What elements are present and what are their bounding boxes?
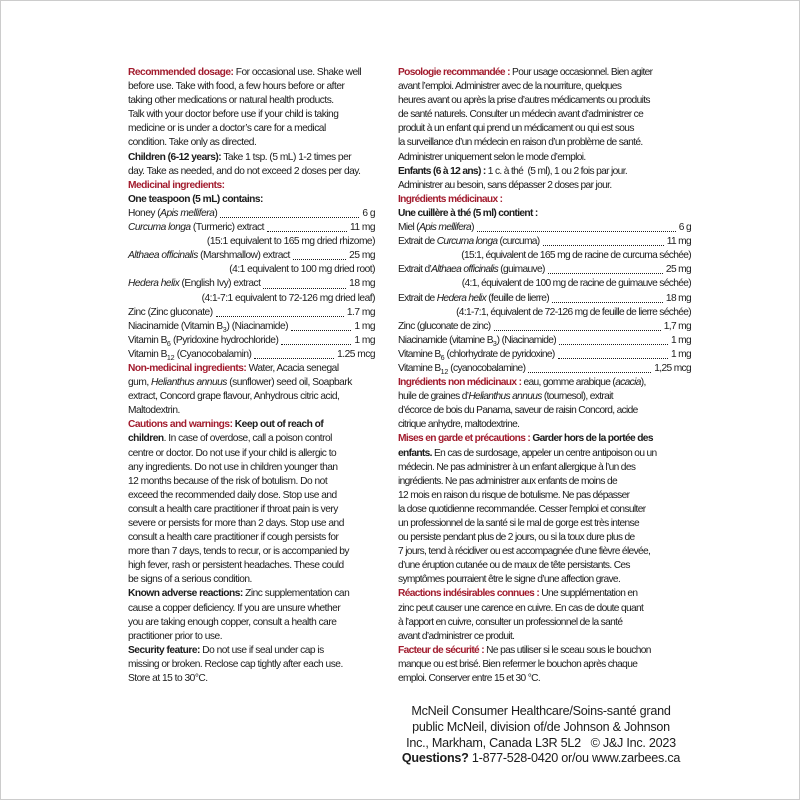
text-line [128, 66, 375, 80]
english-column [128, 66, 375, 686]
line-text: Honey (Apis mellifera) [128, 207, 218, 219]
line-text: (15:1 equivalent to 165 mg dried rhizome) [206, 236, 375, 248]
line-text: 12 mois en raison du risque de botulisme. Ne pas dépasser [398, 489, 630, 501]
line-text: la surveillance d’un médecin en raison d’un problème de santé. [398, 137, 643, 149]
ingredient-amount: 6 g [678, 222, 691, 234]
text-line [128, 376, 375, 390]
line-text: day. Take as needed, and do not exceed 2 doses per day. [128, 165, 361, 177]
line-text: (4:1-7:1 equivalent to 72-126 mg dried leaf) [201, 292, 375, 304]
ingredient-amount: 25 mg [349, 250, 375, 262]
dotted-leader [217, 207, 362, 221]
text-line [398, 94, 691, 108]
line-text: McNeil Consumer Healthcare/Soins-santé grand [411, 704, 671, 718]
ingredient-line [128, 320, 375, 334]
line-text: Une cuillère à thé (5 ml) contient : [398, 207, 538, 219]
dotted-leader [549, 292, 666, 306]
line-text: manque ou est brisé. Bien refermer le bouchon après chaque [398, 658, 638, 670]
dotted-leader [264, 221, 350, 235]
text-line [128, 432, 375, 446]
dotted-leader [474, 221, 679, 235]
line-text: Store at 15 to 30°C. [128, 673, 208, 685]
line-text: Réactions indésirables connues : Une supplémentation en [398, 588, 638, 600]
text-line [128, 447, 375, 461]
ingredient-line [398, 235, 691, 249]
text-line [398, 249, 691, 263]
line-text: Niacinamide (Vitamin $B_3$) (Niacinamide) [128, 320, 289, 334]
line-text: Talk with your doctor before use if your child is taking [128, 109, 339, 121]
text-line [391, 751, 691, 767]
line-text: you are taking enough copper, consult a health care [128, 616, 337, 628]
line-text: la dose quotidienne recommandée. Cesser l’emploi et consulter [398, 503, 646, 515]
text-line [398, 545, 691, 559]
line-text: gum, Helianthus annuus (sunflower) seed oil, Soapbark [128, 377, 352, 389]
ingredient-line [398, 362, 691, 376]
line-text: medicine or is under a doctor’s care for a medical [128, 123, 326, 135]
line-text: Posologie recommandée : Pour usage occasionnel. Bien agiter [398, 67, 653, 78]
ingredient-line [398, 263, 691, 277]
text-line [128, 573, 375, 587]
line-text: Children (6-12 years): Take 1 tsp. (5 mL) 1-2 times per [128, 151, 352, 163]
text-line [398, 658, 691, 672]
text-line [398, 151, 691, 165]
line-text: condition. Take only as directed. [128, 137, 257, 149]
ingredient-amount: 1 mg [670, 348, 691, 360]
ingredient-line [398, 320, 691, 334]
text-line [128, 602, 375, 616]
line-text: Recommended dosage: For occasional use. Shake well [128, 67, 362, 78]
line-text: Extrait de Hedera helix (feuille de lierre) [398, 292, 549, 304]
line-text: produit à un enfant qui prend un médicament ou qui est sous [398, 123, 634, 135]
ingredient-line [128, 249, 375, 263]
text-line [398, 66, 691, 80]
line-text: Extrait de Curcuma longa (curcuma) [398, 236, 540, 248]
text-line [128, 503, 375, 517]
dotted-leader [278, 334, 354, 348]
line-text: huile de graines d’Helianthus annuus (tournesol), extrait [398, 391, 613, 403]
text-line [398, 193, 691, 207]
line-text: Hedera helix (English Ivy) extract [128, 278, 261, 290]
ingredient-line [398, 292, 691, 306]
text-line [128, 179, 375, 193]
text-line [128, 263, 375, 277]
ingredient-line [398, 221, 691, 235]
text-line [128, 461, 375, 475]
line-text: children. In case of overdose, call a poison control [128, 433, 332, 445]
text-line [128, 475, 375, 489]
text-line [398, 418, 691, 432]
line-text: Vitamin $B_{12}$ (Cyanocobalamin) [128, 348, 252, 362]
line-text: Miel (Apis mellifera) [398, 222, 474, 234]
text-line [128, 136, 375, 150]
text-line [128, 672, 375, 686]
text-line [128, 235, 375, 249]
text-line [398, 503, 691, 517]
line-text: be signs of a serious condition. [128, 574, 252, 586]
line-text: enfants. En cas de surdosage, appeler un centre antipoison ou un [398, 447, 657, 459]
dotted-leader [260, 277, 349, 291]
ingredient-amount: 11 mg [349, 222, 375, 234]
ingredient-amount: 11 mg [666, 236, 691, 248]
text-line [128, 489, 375, 503]
text-line [398, 404, 691, 418]
line-text: Vitamine $B_{12}$ (cyanocobalamine) [398, 362, 526, 376]
line-text: extract, Concord grape flavour, Anhydrous citric acid, [128, 391, 340, 403]
line-text: avant l’emploi. Administrer avec de la nourriture, quelques [398, 81, 622, 93]
text-line [128, 658, 375, 672]
ingredient-line [128, 221, 375, 235]
dotted-leader [491, 320, 664, 334]
text-line [128, 80, 375, 94]
line-text: Administrer uniquement selon le mode d’emploi. [398, 151, 586, 163]
dotted-leader [288, 320, 354, 334]
line-text: One teaspoon (5 mL) contains: [128, 193, 263, 205]
line-text: consult a health care practitioner if cough persists for [128, 532, 339, 544]
dotted-leader [525, 362, 654, 376]
ingredient-amount: 1.25 mcg [337, 348, 375, 360]
text-line [128, 94, 375, 108]
text-line [391, 720, 691, 736]
ingredient-line [128, 277, 375, 291]
text-line [128, 531, 375, 545]
dotted-leader [213, 306, 347, 320]
line-text: de santé naturels. Consulter un médecin avant d’administrer ce [398, 109, 644, 121]
line-text: à l’apport en cuivre, consulter un professionnel de la santé [398, 616, 623, 628]
line-text: Cautions and warnings: Keep out of reach of [128, 419, 324, 431]
line-text: 12 months because of the risk of botulism. Do not [128, 475, 328, 487]
ingredient-amount: 1 mg [670, 334, 691, 346]
line-text: cause a copper deficiency. If you are unsure whether [128, 602, 341, 614]
line-text: Medicinal ingredients: [128, 179, 225, 191]
ingredient-line [128, 334, 375, 348]
line-text: (15:1, équivalent de 165 mg de racine de curcuma séchée) [461, 250, 691, 262]
line-text: centre or doctor. Do not use if your child is allergic to [128, 447, 337, 459]
text-line [398, 616, 691, 630]
text-line [398, 630, 691, 644]
text-line [128, 108, 375, 122]
line-text: (4:1-7:1, équivalent de 72-126 mg de feuille de lierre séchée) [456, 306, 691, 318]
text-line [128, 390, 375, 404]
line-text: Enfants (6 à 12 ans) : 1 c. à thé (5 ml), 1 ou 2 fois par jour. [398, 165, 628, 177]
line-text: taking other medications or natural health products. [128, 95, 334, 107]
line-text: (4:1 equivalent to 100 mg dried root) [229, 264, 375, 276]
french-column [398, 66, 691, 686]
text-line [398, 306, 691, 320]
text-line [128, 292, 375, 306]
text-line [398, 672, 691, 686]
line-text: Ingrédients médicinaux : [398, 193, 503, 205]
line-text: Mises en garde et précautions : Garder hors de la portée des [398, 433, 653, 445]
line-text: Questions? 1-877-528-0420 or/ou www.zarbees.ca [401, 751, 681, 766]
text-line [128, 165, 375, 179]
ingredient-amount: 1.7 mg [346, 306, 375, 318]
ingredient-amount: 1 mg [354, 334, 375, 346]
line-text: more than 7 days, tends to recur, or is accompanied by [128, 546, 350, 558]
text-line [128, 122, 375, 136]
line-text: consult a health care practitioner if throat pain is very [128, 503, 338, 515]
dotted-leader [545, 263, 666, 277]
line-text: Facteur de sécurité : Ne pas utiliser si le sceau sous le bouchon [398, 644, 651, 656]
line-text: exceed the recommended daily dose. Stop use and [128, 489, 337, 501]
ingredient-amount: 25 mg [665, 264, 691, 276]
line-text: un professionnel de la santé si le mal de gorge est très intense [398, 518, 639, 529]
line-text: Maltodextrin. [128, 405, 180, 417]
text-line [398, 602, 691, 616]
line-text: ingrédients. Ne pas administrer aux enfants de moins de [398, 475, 618, 487]
text-line [128, 545, 375, 559]
text-line [128, 644, 375, 658]
line-text: Zinc (Zinc gluconate) [128, 306, 213, 318]
text-line [128, 151, 375, 165]
line-text: Known adverse reactions: Zinc supplementation can [128, 588, 350, 600]
text-line [128, 404, 375, 418]
text-line [398, 475, 691, 489]
line-text: 7 jours, tend à récidiver ou est accompagnée d’une fièvre élevée, [398, 546, 651, 558]
line-text: heures avant ou après la prise d’autres médicaments ou produits [398, 95, 650, 107]
text-line [398, 376, 691, 390]
ingredient-amount: 1,25 mcg [654, 362, 691, 374]
text-line [128, 517, 375, 531]
text-line [398, 207, 691, 221]
line-text: Zinc (gluconate de zinc) [398, 320, 491, 332]
line-text: Administrer au besoin, sans dépasser 2 doses par jour. [398, 179, 612, 191]
line-text: Althaea officinalis (Marshmallow) extract [128, 250, 290, 262]
line-text: Niacinamide (vitamine $B_3$) (Niacinamide) [398, 334, 556, 348]
dotted-leader [556, 334, 671, 348]
text-line [398, 559, 691, 573]
text-line [398, 432, 691, 446]
dotted-leader [251, 348, 337, 362]
ingredient-line [398, 348, 691, 362]
ingredient-amount: 18 mg [349, 278, 375, 290]
text-line [398, 447, 691, 461]
text-line [398, 644, 691, 658]
line-text: before use. Take with food, a few hours before or after [128, 81, 345, 93]
ingredient-line [128, 348, 375, 362]
line-text: high fever, rash or persistent headaches. These could [128, 560, 344, 572]
ingredient-amount: 1,7 mg [663, 320, 691, 332]
line-text: (4:1, équivalent de 100 mg de racine de guimauve séchée) [461, 278, 691, 290]
text-line [398, 573, 691, 587]
line-text: Vitamin $B_6$ (Pyridoxine hydrochloride) [128, 334, 279, 348]
text-line [398, 390, 691, 404]
ingredient-amount: 1 mg [354, 320, 375, 332]
line-text: Vitamine $B_6$ (chlorhydrate de pyridoxine) [398, 348, 555, 362]
ingredient-line [128, 306, 375, 320]
line-text: Extrait d’Althaea officinalis (guimauve) [398, 264, 545, 276]
line-text: Non-medicinal ingredients: Water, Acacia senegal [128, 362, 339, 374]
text-line [398, 489, 691, 503]
text-line [128, 559, 375, 573]
line-text: d’écorce de bois du Panama, saveur de raisin Concord, acide [398, 405, 638, 417]
line-text: Curcuma longa (Turmeric) extract [128, 222, 264, 234]
ingredient-line [398, 334, 691, 348]
line-text: any ingredients. Do not use in children younger than [128, 461, 338, 473]
text-line [398, 165, 691, 179]
text-line [128, 616, 375, 630]
text-line [128, 587, 375, 601]
text-line [128, 418, 375, 432]
text-line [398, 108, 691, 122]
text-line [398, 517, 691, 531]
dotted-leader [290, 249, 349, 263]
line-text: Ingrédients non médicinaux : eau, gomme arabique (acacia), [398, 377, 646, 389]
line-text: avant d’administrer ce produit. [398, 630, 515, 642]
ingredient-line [128, 207, 375, 221]
text-line [391, 736, 691, 752]
line-text: d’une éruption cutanée ou de maux de tête persistants. Ces [398, 560, 630, 572]
line-text: médecin. Ne pas administrer à un enfant allergique à l’un des [398, 461, 636, 473]
line-text: citrique anhydre, maltodextrine. [398, 419, 520, 431]
text-line [128, 193, 375, 207]
text-line [128, 362, 375, 376]
ingredient-amount: 18 mg [665, 292, 691, 304]
text-line [398, 461, 691, 475]
line-text: missing or broken. Reclose cap tightly after each use. [128, 658, 343, 670]
text-line [398, 122, 691, 136]
dotted-leader [540, 235, 667, 249]
line-text: Inc., Markham, Canada L3R 5L2 © J&J Inc. 2023 [406, 735, 676, 750]
line-text: severe or persists for more than 2 days. Stop use and [128, 518, 344, 529]
text-line [398, 277, 691, 291]
ingredient-amount: 6 g [362, 207, 375, 219]
line-text: symptômes pourraient être le signe d’une affection grave. [398, 574, 621, 586]
line-text: public McNeil, division of/de Johnson & Johnson [412, 719, 670, 734]
line-text: Security feature: Do not use if seal under cap is [128, 644, 324, 656]
manufacturer-footer [391, 704, 691, 767]
text-line [128, 630, 375, 644]
line-text: zinc peut causer une carence en cuivre. En cas de doute quant [398, 602, 644, 614]
line-text: emploi. Conserver entre 15 et 30 °C. [398, 673, 541, 685]
dotted-leader [555, 348, 671, 362]
text-line [398, 179, 691, 193]
text-line [398, 80, 691, 94]
line-text: ou persiste pendant plus de 2 jours, ou si la toux dure plus de [398, 532, 635, 544]
text-line [398, 587, 691, 601]
text-line [398, 531, 691, 545]
text-line [391, 704, 691, 720]
line-text: practitioner prior to use. [128, 630, 223, 642]
text-line [398, 136, 691, 150]
